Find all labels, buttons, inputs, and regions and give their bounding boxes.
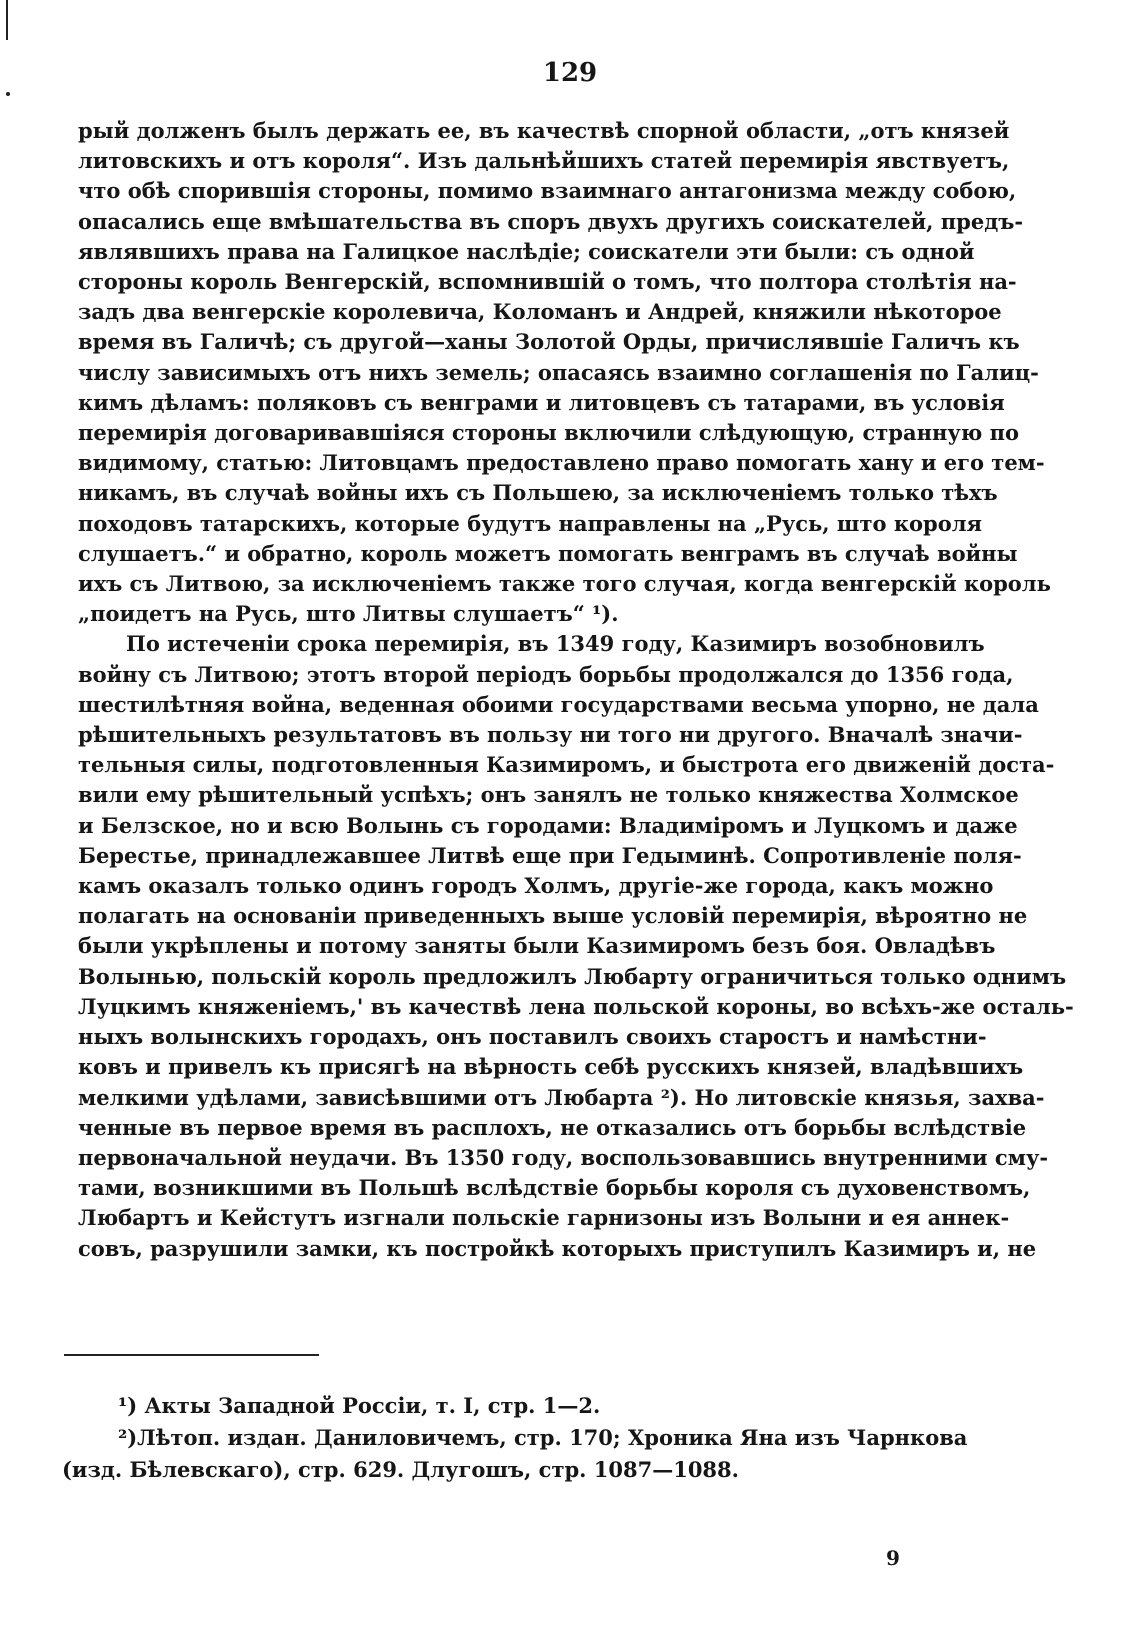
footnotes — [62, 1390, 966, 1486]
footnote-rule — [64, 1354, 319, 1356]
text-line: Волынью, польскій король предложилъ Любарту ограничиться только однимъ — [78, 963, 1067, 989]
footnote-line: ²)Лѣтоп. издан. Даниловичемъ, стр. 170; Хроника Яна изъ Чарнкова — [118, 1425, 968, 1450]
text-line: рѣшительныхъ результатовъ въ пользу ни того ни другого. Вначалѣ значи- — [78, 722, 1023, 748]
text-line: Берестье, принадлежавшее Литвѣ еще при Гедыминѣ. Сопротивленіе поля- — [78, 842, 1022, 868]
page-number: 129 — [542, 58, 598, 88]
footnote-line: ¹) Акты Западной Россіи, т. I, стр. 1—2. — [118, 1393, 601, 1418]
margin-mark-top — [6, 0, 8, 40]
text-line: Луцкимъ княженіемъ,' въ качествѣ лена польской короны, во всѣхъ-же осталь- — [78, 993, 1074, 1019]
text-line: опасались еще вмѣшательства въ споръ двухъ другихъ соискателей, предъ- — [78, 208, 1024, 234]
text-line: ковъ и привелъ къ присягѣ на вѣрность себѣ русскихъ князей, владѣвшихъ — [78, 1054, 1024, 1080]
text-line: первоначальной неудачи. Въ 1350 году, воспользовавшись внутренними сму- — [78, 1144, 1049, 1170]
text-line: ченные въ первое время въ расплохъ, не отказались отъ борьбы вслѣдствіе — [78, 1114, 1027, 1140]
text-line: время въ Галичѣ; съ другой—ханы Золотой Орды, причислявшіе Галичъ къ — [78, 329, 1020, 355]
text-line: тельныя силы, подготовленныя Казимиромъ, и быстрота его движеній доста- — [78, 752, 1055, 778]
text-line: По истеченіи срока перемирія, въ 1349 году, Казимиръ возобновилъ — [126, 631, 985, 657]
text-line: никамъ, въ случаѣ войны ихъ съ Польшею, за исключеніемъ только тѣхъ — [78, 480, 998, 506]
text-line: кимъ дѣламъ: поляковъ съ венграми и литовцевъ съ татарами, въ условія — [78, 389, 1005, 415]
text-line: камъ оказалъ только одинъ городъ Холмъ, другіе-же города, какъ можно — [78, 873, 994, 899]
text-line: и Белзское, но и всю Волынь съ городами: Владиміромъ и Луцкомъ и даже — [78, 812, 1018, 838]
text-line: рый долженъ былъ держать ее, въ качествѣ спорной области, „отъ князей — [78, 118, 1010, 143]
text-line: что обѣ спорившія стороны, помимо взаимнаго антагонизма между собою, — [78, 178, 1017, 204]
text-line: являвшихъ права на Галицкое наслѣдіе; соискатели эти были: съ одной — [78, 238, 975, 264]
text-line: задъ два венгерскіе королевича, Коломанъ и Андрей, княжили нѣкоторое — [78, 299, 1002, 325]
text-line: литовскихъ и отъ короля“. Изъ дальнѣйшихъ статей перемирія явствуетъ, — [78, 148, 1010, 174]
text-line: совъ, разрушили замки, къ постройкѣ которыхъ приступилъ Казимиръ и, не — [78, 1235, 1037, 1261]
text-line: походовъ татарскихъ, которые будутъ направлены на „Русь, што короля — [78, 510, 983, 536]
text-line: слушаетъ.“ и обратно, король можетъ помогать венграмъ въ случаѣ войны — [78, 540, 1018, 566]
text-line: войну съ Литвою; этотъ второй періодъ борьбы продолжался до 1356 года, — [78, 661, 1014, 687]
margin-mark-dot — [6, 92, 10, 96]
text-line: ныхъ волынскихъ городахъ, онъ поставилъ своихъ старостъ и намѣстни- — [78, 1024, 987, 1050]
text-line: видимому, статью: Литовцамъ предоставлено право помогать хану и его тем- — [78, 450, 1045, 476]
text-line: стороны король Венгерскій, вспомнившій о томъ, что полтора столѣтія на- — [78, 269, 1017, 295]
text-line: „поидетъ на Русь, што Литвы слушаетъ“ ¹). — [78, 601, 619, 627]
text-line: тами, возникшими въ Польшѣ вслѣдствіе борьбы короля съ духовенствомъ, — [78, 1175, 1031, 1201]
text-line: шестилѣтняя война, веденная обоими государствами весьма упорно, не дала — [78, 691, 1039, 717]
text-line: ихъ съ Литвою, за исключеніемъ также того случая, когда венгерскій король — [78, 571, 1051, 597]
signature-mark: 9 — [886, 1546, 900, 1570]
text-line: перемирія договаривавшіяся стороны включили слѣдующую, странную по — [78, 420, 1019, 446]
text-line: Любартъ и Кейстутъ изгнали польскіе гарнизоны изъ Волыни и ея аннек- — [78, 1205, 1010, 1231]
text-line: числу зависимыхъ отъ нихъ земель; опасаясь взаимно соглашенія по Галиц- — [78, 359, 1039, 385]
body-text — [78, 116, 1074, 1264]
text-line: были укрѣплены и потому заняты были Казимиромъ безъ боя. Овладѣвъ — [78, 933, 996, 959]
text-line: полагать на основаніи приведенныхъ выше условій перемирія, вѣроятно не — [78, 903, 1028, 929]
text-line: мелкими удѣлами, зависѣвшими отъ Любарта ²). Но литовскіе князья, захва- — [78, 1084, 1045, 1110]
footnote-line: (изд. Бѣлевскаго), стр. 629. Длугошъ, стр. 1087—1088. — [62, 1457, 739, 1482]
text-line: вили ему рѣшительный успѣхъ; онъ занялъ не только княжества Холмское — [78, 782, 1019, 808]
